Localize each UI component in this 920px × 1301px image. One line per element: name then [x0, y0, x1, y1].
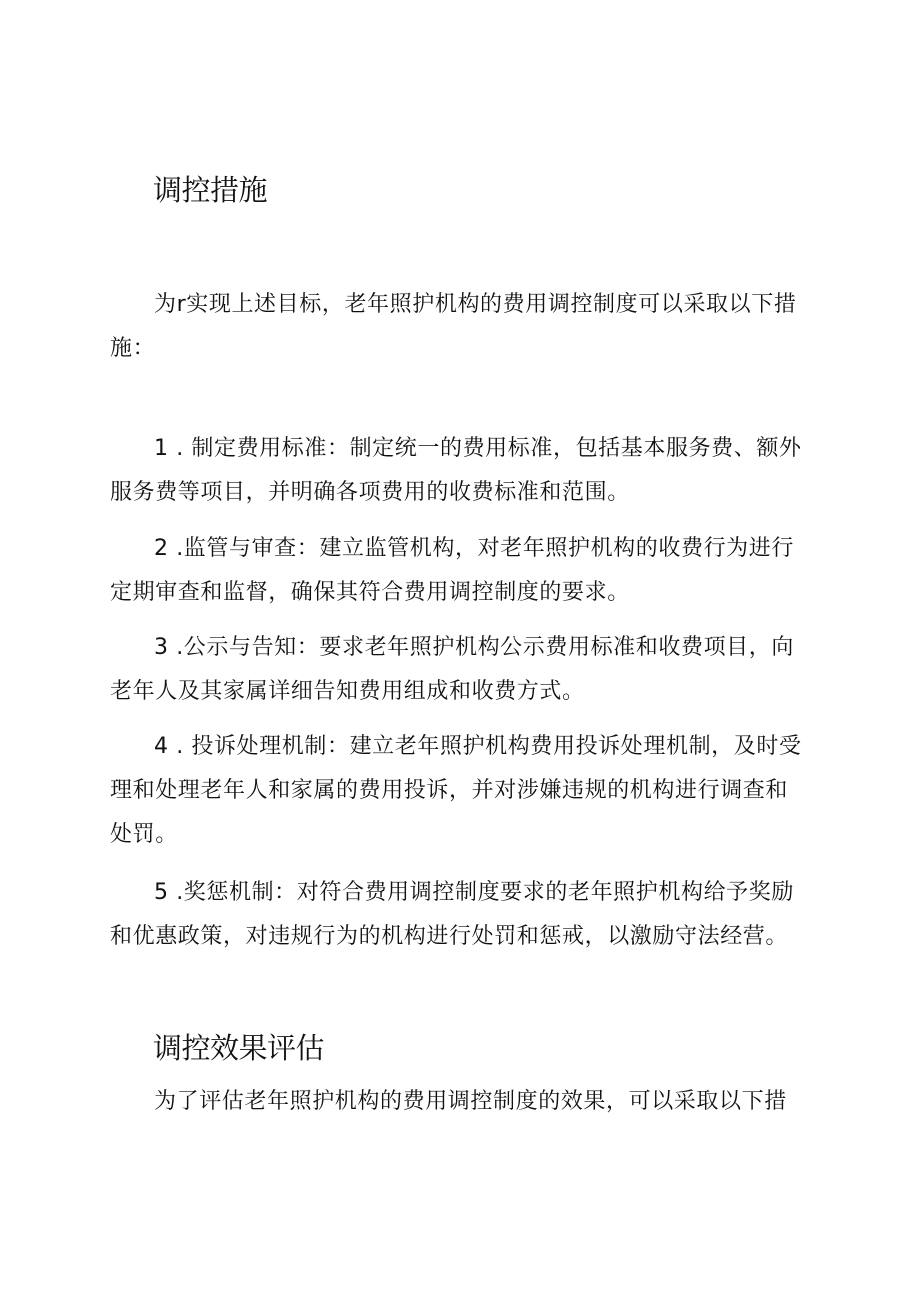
list-item-4-line-1: 4 . 投诉处理机制：建立老年照护机构费用投诉处理机制，及时受 — [154, 734, 802, 759]
list-item-4-line-2: 理和处理老年人和家属的费用投诉，并对涉嫌违规的机构进行调查和 — [110, 778, 789, 803]
list-item-1-line-2: 服务费等项目，并明确各项费用的收费标准和范围。 — [110, 480, 630, 505]
section-heading-measures: 调控措施 — [153, 173, 268, 207]
list-item-5-line-2: 和优惠政策，对违规行为的机构进行处罚和惩戒，以激励守法经营。 — [110, 924, 789, 949]
list-item-5-line-1: 5 .奖惩机制：对符合费用调控制度要求的老年照护机构给予奖励 — [154, 880, 794, 905]
list-item-1 — [110, 427, 810, 515]
intro-paragraph — [110, 283, 810, 371]
list-item-4 — [110, 725, 810, 857]
list-item-4-line-3: 处罚。 — [110, 822, 178, 847]
section-heading-evaluation: 调控效果评估 — [153, 1031, 325, 1065]
list-item-2 — [110, 527, 810, 615]
intro-line-2: 施： — [110, 336, 156, 361]
list-item-3 — [110, 626, 810, 714]
evaluation-intro-line-1: 为了评估老年照护机构的费用调控制度的效果，可以采取以下措 — [154, 1089, 787, 1114]
list-item-2-line-2: 定期审查和监督，确保其符合费用调控制度的要求。 — [110, 580, 630, 605]
list-item-2-line-1: 2 .监管与审查：建立监管机构，对老年照护机构的收费行为进行 — [154, 536, 794, 561]
list-item-3-line-2: 老年人及其家属详细告知费用组成和收费方式。 — [110, 679, 585, 704]
list-item-1-line-1: 1 . 制定费用标准：制定统一的费用标准，包括基本服务费、额外 — [154, 436, 802, 461]
list-item-3-line-1: 3 .公示与告知：要求老年照护机构公示费用标准和收费项目，向 — [154, 635, 794, 660]
evaluation-intro-paragraph — [110, 1080, 810, 1124]
intro-line-1: 为r实现上述目标，老年照护机构的费用调控制度可以采取以下措 — [154, 292, 797, 317]
list-item-5 — [110, 871, 810, 959]
